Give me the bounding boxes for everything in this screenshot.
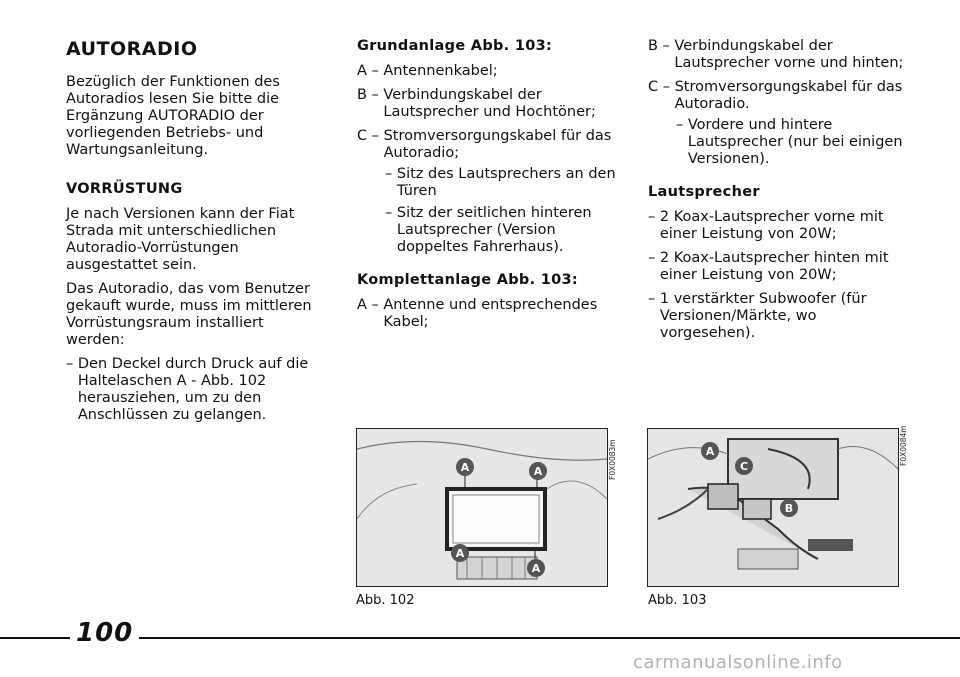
label-b: B (784, 502, 794, 515)
list-item-speaker-1: – 2 Koax-Lautsprecher vorne mit einer Leistung von 20W; (648, 209, 884, 242)
list-item-speaker-3: – 1 verstärkter Subwoofer (für Versionen/Märkte, wo vorgesehen). (648, 291, 867, 341)
footer-rule (0, 637, 960, 639)
label-a-3: A (455, 547, 465, 560)
list-item-b: B – Verbindungskabel der Lautsprecher und Hochtöner; (357, 87, 596, 120)
list-item-a: A – Antennenkabel; (357, 63, 498, 79)
paragraph-1: Je nach Versionen kann der Fiat Strada mit unterschiedlichen Autoradio-Vorrüstungen ausgestattet sein. (66, 206, 295, 273)
heading-lautsprecher: Lautsprecher (648, 184, 760, 200)
column-2 (357, 38, 622, 338)
figure-102 (356, 428, 608, 587)
sub-item-1: – Vordere und hintere Lautsprecher (nur bei einigen Versionen). (676, 117, 903, 167)
list-item-speaker-2: – 2 Koax-Lautsprecher hinten mit einer Leistung von 20W; (648, 250, 889, 283)
heading-grundanlage: Grundanlage Abb. 103: (357, 38, 553, 54)
figure-103-caption: Abb. 103 (648, 593, 707, 608)
figure-103 (647, 428, 899, 587)
watermark: carmanualsonline.info (633, 652, 843, 673)
label-a: A (705, 445, 715, 458)
column-1 (66, 38, 321, 431)
label-a-2: A (533, 465, 543, 478)
dashboard-illustration (357, 429, 607, 586)
radio-cavity-illustration (648, 429, 898, 586)
list-item-c: C – Stromversorgungskabel für das Autoradio. (648, 79, 903, 112)
figure-102-caption: Abb. 102 (356, 593, 415, 608)
page-title: AUTORADIO (66, 38, 198, 60)
sub-item-2: – Sitz der seitlichen hinteren Lautsprecher (Version doppeltes Fahrerhaus). (385, 205, 592, 255)
figure-102-code: F0X0083m (608, 439, 617, 480)
list-item-b: B – Verbindungskabel der Lautsprecher vorne und hinten; (648, 38, 904, 71)
paragraph-2: Das Autoradio, das vom Benutzer gekauft wurde, muss im mittleren Vorrüstungsraum installiert werden: (66, 281, 312, 348)
page-number: 100 (70, 618, 139, 648)
heading-komplettanlage: Komplettanlage Abb. 103: (357, 272, 579, 288)
list-item: – Den Deckel durch Druck auf die Haltelaschen A - Abb. 102 herausziehen, um zu den Anschlüssen zu gelangen. (66, 356, 309, 423)
label-c: C (739, 460, 749, 473)
list-item-a2: A – Antenne und entsprechendes Kabel; (357, 297, 598, 330)
section-heading: VORRÜSTUNG (66, 181, 183, 197)
label-a-1: A (460, 461, 470, 474)
column-3 (648, 38, 913, 349)
list-item-c: C – Stromversorgungskabel für das Autoradio; (357, 128, 612, 161)
figure-103-code: F0X0084m (899, 425, 908, 466)
label-a-4: A (531, 562, 541, 575)
sub-item-1: – Sitz des Lautsprechers an den Türen (385, 166, 616, 199)
intro-paragraph: Bezüglich der Funktionen des Autoradios lesen Sie bitte die Ergänzung AUTORADIO der vorliegenden Betriebs- und Wartungsanleitung. (66, 74, 280, 158)
